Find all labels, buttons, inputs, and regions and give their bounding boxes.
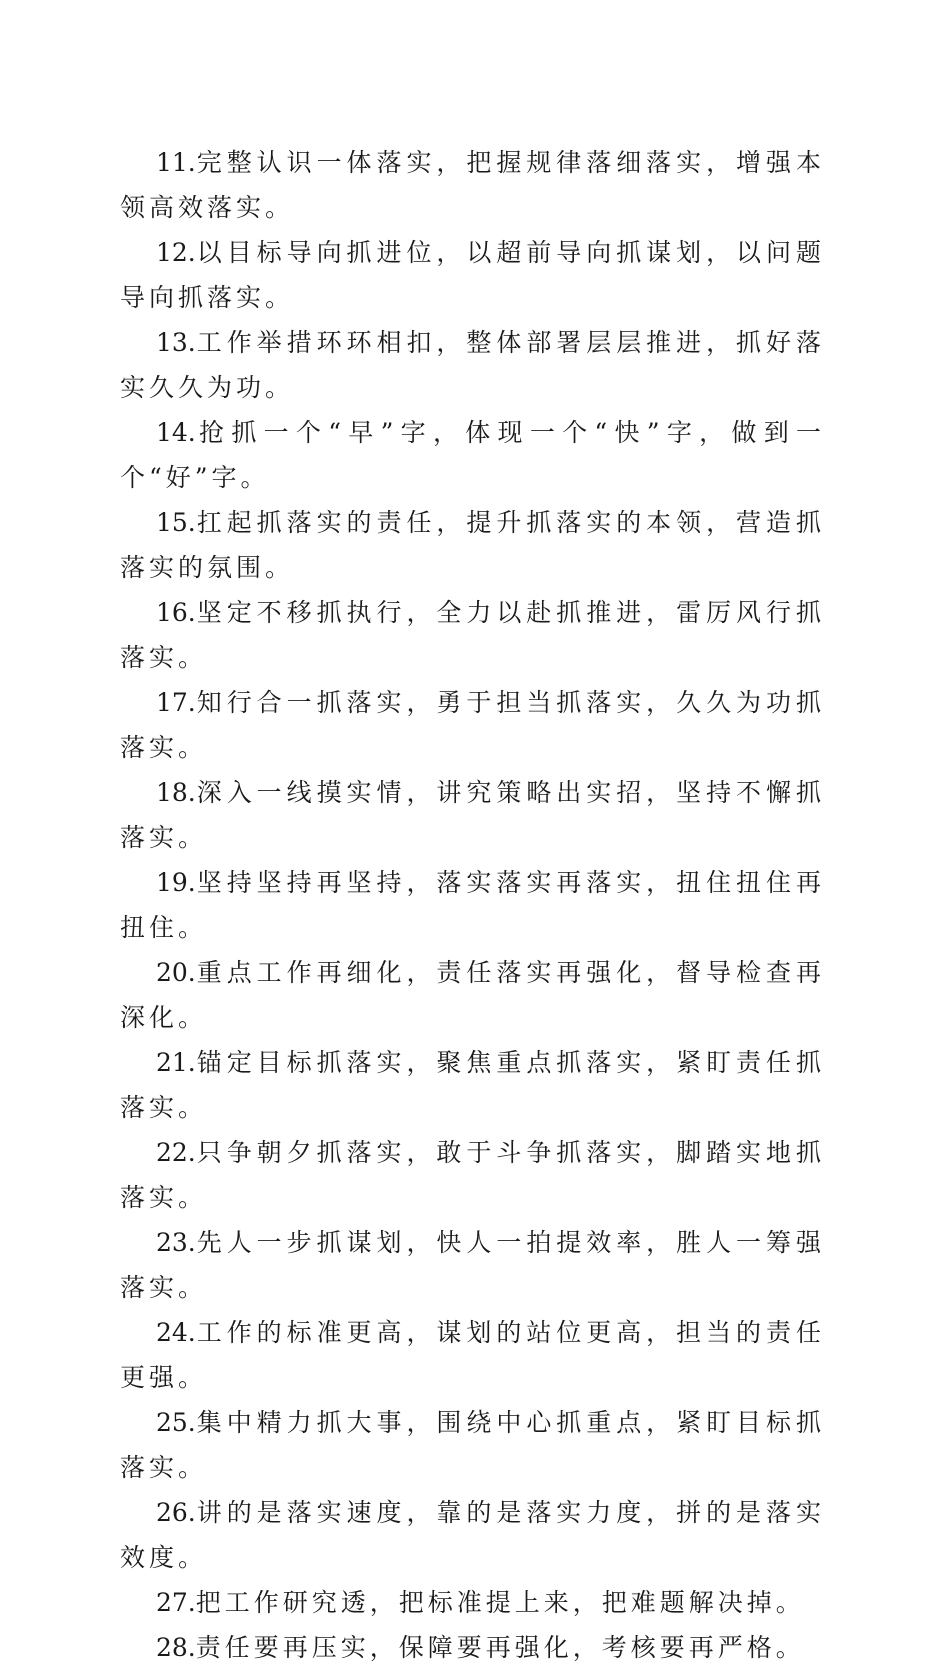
item-number: 18. (156, 778, 196, 807)
list-item-24 (120, 1310, 825, 1400)
list-item-12 (120, 230, 825, 320)
item-number: 12. (156, 238, 196, 267)
item-text: 讲的是落实速度，靠的是落实力度，拼的是落实效度。 (120, 1498, 825, 1572)
list-item-15 (120, 500, 825, 590)
item-text: 抢抓一个“早”字，体现一个“快”字，做到一个“好”字。 (120, 418, 825, 492)
document-body (120, 140, 825, 1670)
list-item-27 (120, 1580, 825, 1625)
item-number: 14. (156, 418, 196, 447)
list-item-20 (120, 950, 825, 1040)
list-item-19 (120, 860, 825, 950)
item-text: 扛起抓落实的责任，提升抓落实的本领，营造抓落实的氛围。 (120, 508, 825, 582)
item-text: 完整认识一体落实，把握规律落细落实，增强本领高效落实。 (120, 148, 825, 222)
item-number: 23. (156, 1228, 196, 1257)
item-number: 13. (156, 328, 196, 357)
item-text: 坚持坚持再坚持，落实落实再落实，扭住扭住再扭住。 (120, 868, 825, 942)
item-text: 集中精力抓大事，围绕中心抓重点，紧盯目标抓落实。 (120, 1408, 825, 1482)
item-number: 22. (156, 1138, 196, 1167)
list-item-18 (120, 770, 825, 860)
list-item-25 (120, 1400, 825, 1490)
item-text: 先人一步抓谋划，快人一拍提效率，胜人一筹强落实。 (120, 1228, 825, 1302)
item-number: 17. (156, 688, 196, 717)
item-text: 工作的标准更高，谋划的站位更高，担当的责任更强。 (120, 1318, 825, 1392)
item-text: 知行合一抓落实，勇于担当抓落实，久久为功抓落实。 (120, 688, 825, 762)
list-item-22 (120, 1130, 825, 1220)
item-number: 11. (156, 148, 196, 177)
item-text: 把工作研究透，把标准提上来，把难题解决掉。 (195, 1588, 805, 1617)
item-number: 25. (156, 1408, 196, 1437)
item-text: 责任要再压实，保障要再强化，考核要再严格。 (195, 1633, 805, 1662)
list-item-23 (120, 1220, 825, 1310)
list-item-16 (120, 590, 825, 680)
item-number: 15. (156, 508, 196, 537)
item-text: 以目标导向抓进位，以超前导向抓谋划，以问题导向抓落实。 (120, 238, 825, 312)
item-text: 工作举措环环相扣，整体部署层层推进，抓好落实久久为功。 (120, 328, 825, 402)
item-number: 27. (156, 1588, 196, 1617)
list-item-14 (120, 410, 825, 500)
item-text: 深入一线摸实情，讲究策略出实招，坚持不懈抓落实。 (120, 778, 825, 852)
list-item-28 (120, 1625, 825, 1670)
item-text: 锚定目标抓落实，聚焦重点抓落实，紧盯责任抓落实。 (120, 1048, 825, 1122)
list-item-21 (120, 1040, 825, 1130)
item-number: 20. (156, 958, 196, 987)
list-item-17 (120, 680, 825, 770)
item-number: 21. (156, 1048, 196, 1077)
list-item-26 (120, 1490, 825, 1580)
item-number: 19. (156, 868, 196, 897)
item-number: 24. (156, 1318, 196, 1347)
item-text: 重点工作再细化，责任落实再强化，督导检查再深化。 (120, 958, 825, 1032)
item-text: 坚定不移抓执行，全力以赴抓推进，雷厉风行抓落实。 (120, 598, 825, 672)
item-number: 28. (156, 1633, 196, 1662)
list-item-11 (120, 140, 825, 230)
item-text: 只争朝夕抓落实，敢于斗争抓落实，脚踏实地抓落实。 (120, 1138, 825, 1212)
item-number: 26. (156, 1498, 196, 1527)
item-number: 16. (156, 598, 196, 627)
list-item-13 (120, 320, 825, 410)
